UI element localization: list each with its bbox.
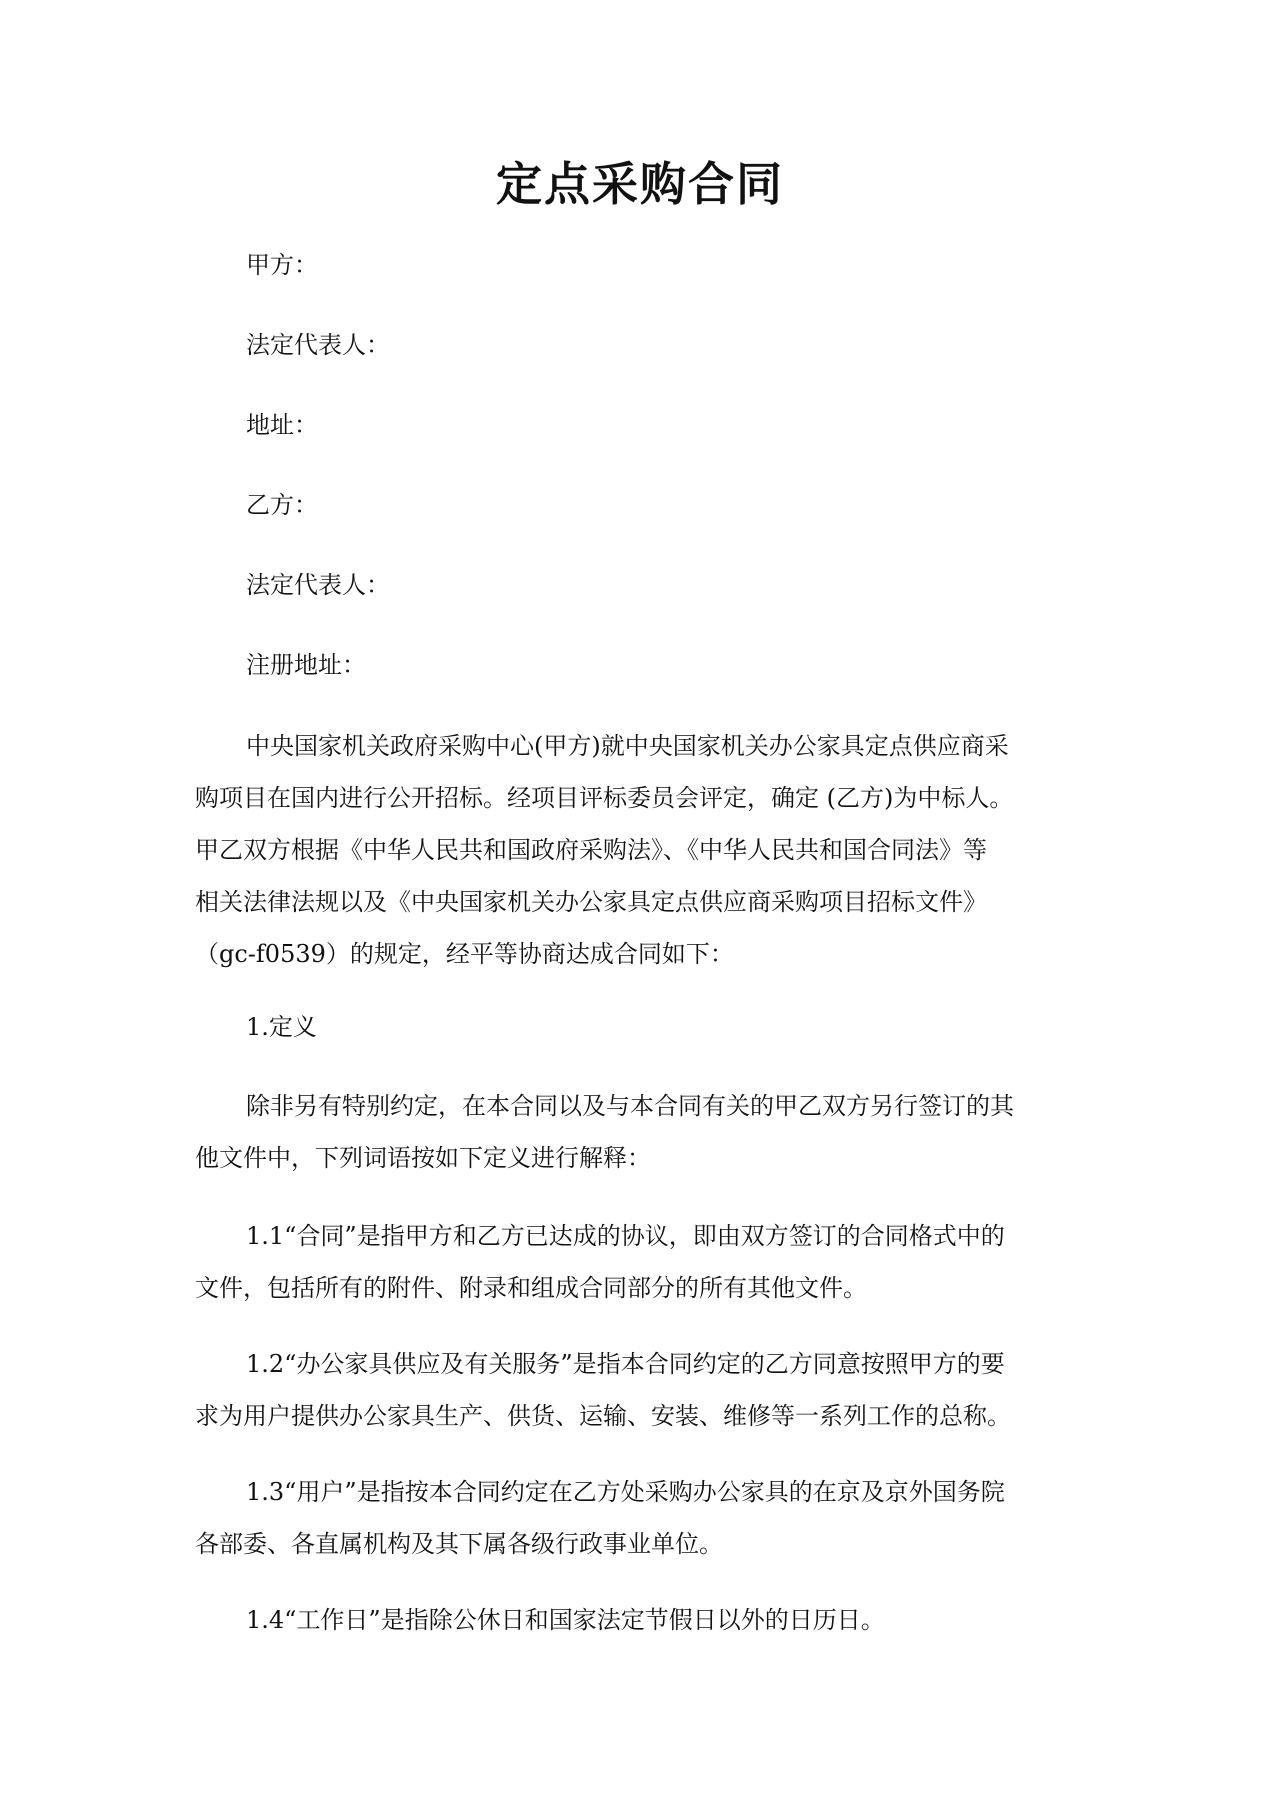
- definition-1-4: [195, 1594, 1085, 1646]
- preamble-line: （gc-f0539）的规定，经平等协商达成合同如下：: [195, 940, 734, 968]
- definition-1-2: [195, 1338, 1085, 1442]
- paragraph-line: 除非另有特别约定，在本合同以及与本合同有关的甲乙双方另行签订的其: [246, 1092, 1014, 1120]
- definition-1-1: [195, 1210, 1085, 1314]
- page-title: 定点采购合同: [496, 157, 784, 211]
- paragraph-line: 求为用户提供办公家具生产、供货、运输、安装、维修等一系列工作的总称。: [195, 1402, 1011, 1430]
- party-b-label: 乙方：: [246, 491, 318, 519]
- party-a-label: 甲方：: [246, 251, 318, 279]
- paragraph-line: 1.4“工作日”是指除公休日和国家法定节假日以外的日历日。: [246, 1606, 885, 1634]
- paragraph-line: 他文件中，下列词语按如下定义进行解释：: [195, 1144, 651, 1172]
- section-heading-definitions: 1.定义: [246, 1013, 317, 1041]
- preamble-line: 中央国家机关政府采购中心(甲方)就中央国家机关办公家具定点供应商采: [246, 732, 1009, 760]
- party-b-address-label: 注册地址：: [246, 651, 366, 679]
- paragraph-line: 1.2“办公家具供应及有关服务”是指本合同约定的乙方同意按照甲方的要: [246, 1350, 1005, 1378]
- paragraph-line: 各部委、各直属机构及其下属各级行政事业单位。: [195, 1530, 723, 1558]
- party-b-rep-label: 法定代表人：: [246, 571, 390, 599]
- paragraph-line: 文件，包括所有的附件、附录和组成合同部分的所有其他文件。: [195, 1274, 867, 1302]
- paragraph-line: 1.3“用户”是指按本合同约定在乙方处采购办公家具的在京及京外国务院: [246, 1478, 1005, 1506]
- definition-1-3: [195, 1466, 1085, 1570]
- party-a-address-label: 地址：: [246, 411, 318, 439]
- definitions-intro-paragraph: [195, 1080, 1085, 1184]
- party-a-rep-label: 法定代表人：: [246, 331, 390, 359]
- preamble-line: 购项目在国内进行公开招标。经项目评标委员会评定，确定 (乙方)为中标人。: [195, 784, 1014, 812]
- preamble-line: 相关法律法规以及《中央国家机关办公家具定点供应商采购项目招标文件》: [195, 888, 987, 916]
- preamble-line: 甲乙双方根据《中华人民共和国政府采购法》、《中华人民共和国合同法》等: [195, 836, 987, 864]
- paragraph-line: 1.1“合同”是指甲方和乙方已达成的协议，即由双方签订的合同格式中的: [246, 1222, 1005, 1250]
- preamble-paragraph: [195, 720, 1085, 980]
